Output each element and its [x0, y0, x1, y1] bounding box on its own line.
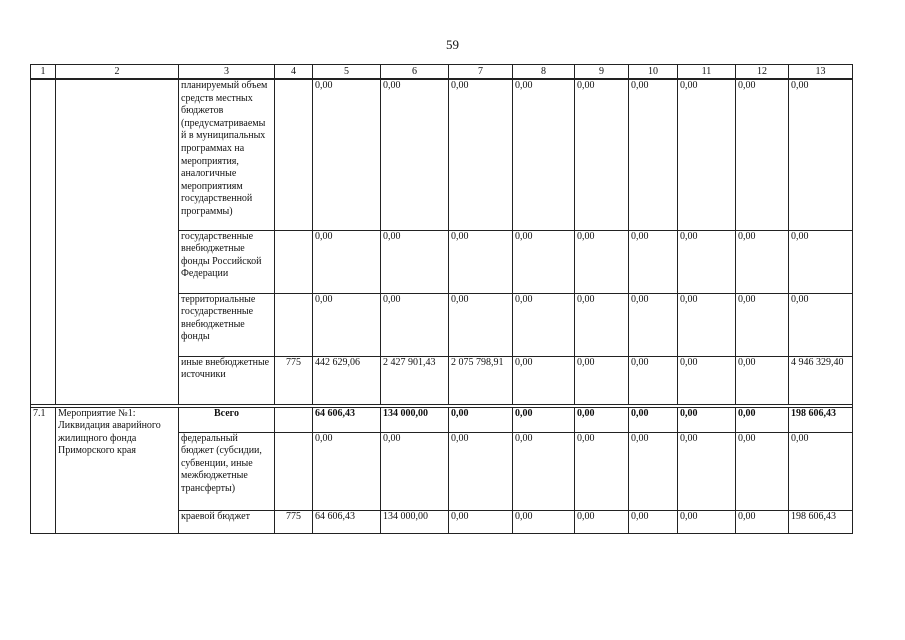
- page-number: 59: [446, 37, 459, 52]
- cell-source: территориальные государственные внебюджетные фонды: [179, 293, 275, 356]
- header-cell: 10: [629, 65, 678, 80]
- cell-value: 0,00: [513, 356, 575, 404]
- header-cell: 4: [275, 65, 313, 80]
- cell-value: 0,00: [789, 79, 853, 230]
- cell-value: 0,00: [449, 432, 513, 510]
- cell-value: 0,00: [449, 510, 513, 533]
- cell-value: 0,00: [575, 230, 629, 293]
- cell-value: 0,00: [789, 293, 853, 356]
- cell-value: 0,00: [575, 79, 629, 230]
- cell-value: 0,00: [313, 432, 381, 510]
- cell-code: 775: [275, 510, 313, 533]
- cell-value: 0,00: [313, 293, 381, 356]
- cell-value: 0,00: [678, 510, 736, 533]
- cell-value: 0,00: [629, 293, 678, 356]
- header-cell: 11: [678, 65, 736, 80]
- cell-value: 0,00: [736, 510, 789, 533]
- cell-value: 0,00: [575, 510, 629, 533]
- cell-value: 0,00: [736, 407, 789, 432]
- cell-value: 0,00: [313, 79, 381, 230]
- header-cell: 7: [449, 65, 513, 80]
- cell-code: [275, 407, 313, 432]
- cell-value: 0,00: [575, 407, 629, 432]
- cell-value: 4 946 329,40: [789, 356, 853, 404]
- cell-value: 0,00: [789, 230, 853, 293]
- cell-value: 0,00: [575, 432, 629, 510]
- cell-code: 775: [275, 356, 313, 404]
- cell-value: 0,00: [513, 230, 575, 293]
- cell-value: 198 606,43: [789, 407, 853, 432]
- header-cell: 12: [736, 65, 789, 80]
- cell-value: 0,00: [513, 79, 575, 230]
- cell-value: 0,00: [513, 407, 575, 432]
- cell-code: [275, 293, 313, 356]
- header-cell: 3: [179, 65, 275, 80]
- cell-value: 0,00: [313, 230, 381, 293]
- cell-value: 0,00: [575, 293, 629, 356]
- cell-value: 0,00: [449, 407, 513, 432]
- cell-code: [275, 79, 313, 230]
- cell-value: 0,00: [513, 432, 575, 510]
- cell-number: 7.1: [31, 407, 56, 533]
- cell-value: 0,00: [449, 293, 513, 356]
- cell-value: 0,00: [629, 230, 678, 293]
- cell-value: 0,00: [736, 230, 789, 293]
- header-cell: 8: [513, 65, 575, 80]
- cell-value: 2 075 798,91: [449, 356, 513, 404]
- header-cell: 9: [575, 65, 629, 80]
- budget-table: [30, 64, 853, 534]
- cell-value: 0,00: [678, 432, 736, 510]
- cell-value: 0,00: [678, 407, 736, 432]
- cell-value: 0,00: [629, 356, 678, 404]
- cell-value: 0,00: [513, 510, 575, 533]
- cell-source: иные внебюджетные источники: [179, 356, 275, 404]
- cell-value: 442 629,06: [313, 356, 381, 404]
- cell-code: [275, 432, 313, 510]
- cell-value: 0,00: [678, 230, 736, 293]
- cell-value: 0,00: [381, 230, 449, 293]
- cell-value: 0,00: [678, 79, 736, 230]
- cell-source: Всего: [179, 407, 275, 432]
- cell-value: 0,00: [789, 432, 853, 510]
- table-row: [31, 407, 853, 432]
- header-cell: 5: [313, 65, 381, 80]
- cell-source: краевой бюджет: [179, 510, 275, 533]
- cell-source: государственные внебюджетные фонды Российской Федерации: [179, 230, 275, 293]
- cell-value: 64 606,43: [313, 510, 381, 533]
- cell-value: 0,00: [381, 432, 449, 510]
- cell-value: 134 000,00: [381, 407, 449, 432]
- cell-value: 0,00: [629, 510, 678, 533]
- cell-value: 0,00: [736, 432, 789, 510]
- cell-value: 0,00: [449, 79, 513, 230]
- cell-value: 0,00: [381, 293, 449, 356]
- header-cell: 6: [381, 65, 449, 80]
- header-cell: 1: [31, 65, 56, 80]
- cell-value: 0,00: [575, 356, 629, 404]
- cell-description: [56, 79, 179, 404]
- cell-value: 198 606,43: [789, 510, 853, 533]
- cell-source: планируемый объем средств местных бюджетов (предусматриваемы й в муниципальных программах на мероприятия, аналогичные мероприятиям государственной программы): [179, 79, 275, 230]
- cell-value: 0,00: [513, 293, 575, 356]
- cell-description: Мероприятие №1: Ликвидация аварийного жилищного фонда Приморского края: [56, 407, 179, 533]
- cell-value: 134 000,00: [381, 510, 449, 533]
- cell-code: [275, 230, 313, 293]
- cell-value: 64 606,43: [313, 407, 381, 432]
- cell-value: 0,00: [678, 356, 736, 404]
- cell-value: 0,00: [736, 79, 789, 230]
- header-cell: 13: [789, 65, 853, 80]
- header-cell: 2: [56, 65, 179, 80]
- cell-value: 0,00: [629, 79, 678, 230]
- cell-source: федеральный бюджет (субсидии, субвенции, иные межбюджетные трансферты): [179, 432, 275, 510]
- table-row: [31, 79, 853, 230]
- cell-value: 0,00: [449, 230, 513, 293]
- cell-value: 2 427 901,43: [381, 356, 449, 404]
- cell-value: 0,00: [678, 293, 736, 356]
- cell-value: 0,00: [736, 356, 789, 404]
- cell-value: 0,00: [629, 407, 678, 432]
- cell-number: [31, 79, 56, 404]
- cell-value: 0,00: [629, 432, 678, 510]
- table-header-row: [31, 65, 853, 80]
- cell-value: 0,00: [736, 293, 789, 356]
- cell-value: 0,00: [381, 79, 449, 230]
